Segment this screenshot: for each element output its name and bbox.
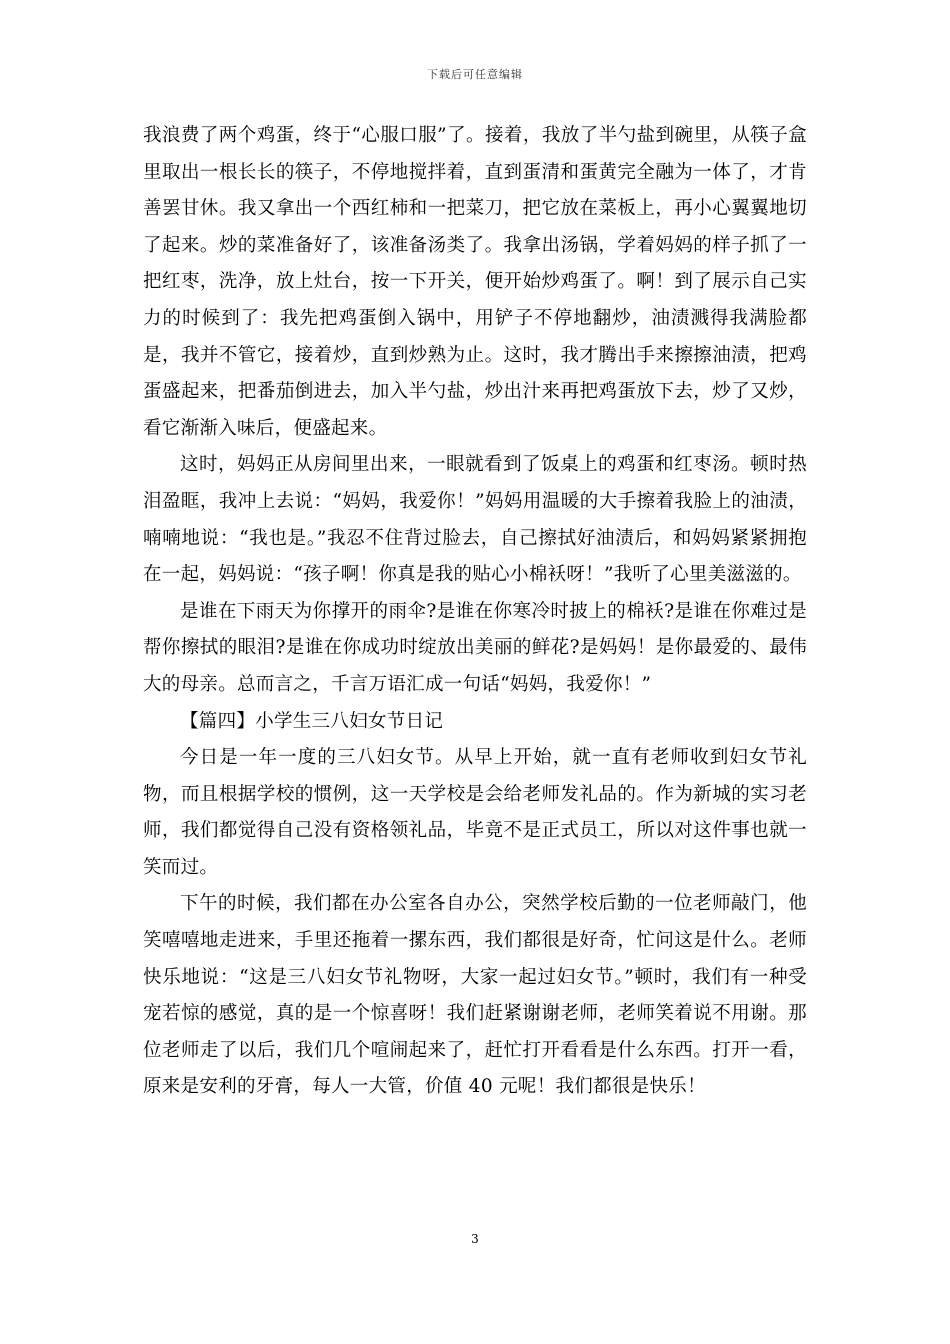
page-header: 下载后可任意编辑: [427, 68, 523, 81]
body-text: [143, 118, 807, 1106]
paragraph-2: 这时，妈妈正从房间里出来，一眼就看到了饭桌上的鸡蛋和红枣汤。顿时热泪盈眶，我冲上去说：“妈妈，我爱你！”妈妈用温暖的大手擦着我脸上的油渍，喃喃地说：“我也是。”我忍不住背过脸去，自己擦拭好油渍后，和妈妈紧紧拥抱在一起，妈妈说：“孩子啊！你真是我的贴心小棉袄呀！”我听了心里美滋滋的。: [143, 454, 807, 586]
paragraph-1: 我浪费了两个鸡蛋，终于“心服口服”了。接着，我放了半勺盐到碗里，从筷子盒里取出一根长长的筷子，不停地搅拌着，直到蛋清和蛋黄完全融为一体了，才肯善罢甘休。我又拿出一个西红柿和一把菜刀，把它放在菜板上，再小心翼翼地切了起来。炒的菜准备好了，该准备汤类了。我拿出汤锅，学着妈妈的样子抓了一把红枣，洗净，放上灶台，按一下开关，便开始炒鸡蛋了。啊！到了展示自己实力的时候到了：我先把鸡蛋倒入锅中，用铲子不停地翻炒，油渍溅得我满脸都是，我并不管它，接着炒，直到炒熟为止。这时，我才腾出手来擦擦油渍，把鸡蛋盛起来，把番茄倒进去，加入半勺盐，炒出汁来再把鸡蛋放下去，炒了又炒，看它渐渐入味后，便盛起来。: [143, 125, 807, 439]
paragraph-5: 下午的时候，我们都在办公室各自办公，突然学校后勤的一位老师敲门，他笑嘻嘻地走进来，手里还拖着一摞东西，我们都很是好奇，忙问这是什么。老师快乐地说：“这是三八妇女节礼物呀，大家一起过妇女节。”顿时，我们有一种受宠若惊的感觉，真的是一个惊喜呀！我们赶紧谢谢老师，老师笑着说不用谢。那位老师走了以后，我们几个喧闹起来了，赶忙打开看看是什么东西。打开一看，原来是安利的牙膏，每人一大管，价值 40 元呢！我们都很是快乐！: [143, 893, 807, 1098]
paragraph-4: 今日是一年一度的三八妇女节。从早上开始，就一直有老师收到妇女节礼物，而且根据学校的惯例，这一天学校是会给老师发礼品的。作为新城的实习老师，我们都觉得自己没有资格领礼品，毕竟不是正式员工，所以对这件事也就一笑而过。: [143, 747, 807, 878]
section-heading: 【篇四】小学生三八妇女节日记: [180, 710, 444, 732]
page-number: 3: [471, 1232, 479, 1246]
paragraph-3: 是谁在下雨天为你撑开的雨伞?是谁在你寒冷时披上的棉袄?是谁在你难过是帮你擦拭的眼泪?是谁在你成功时绽放出美丽的鲜花?是妈妈！是你最爱的、最伟大的母亲。总而言之，千言万语汇成一句话“妈妈，我爱你！”: [143, 600, 807, 695]
